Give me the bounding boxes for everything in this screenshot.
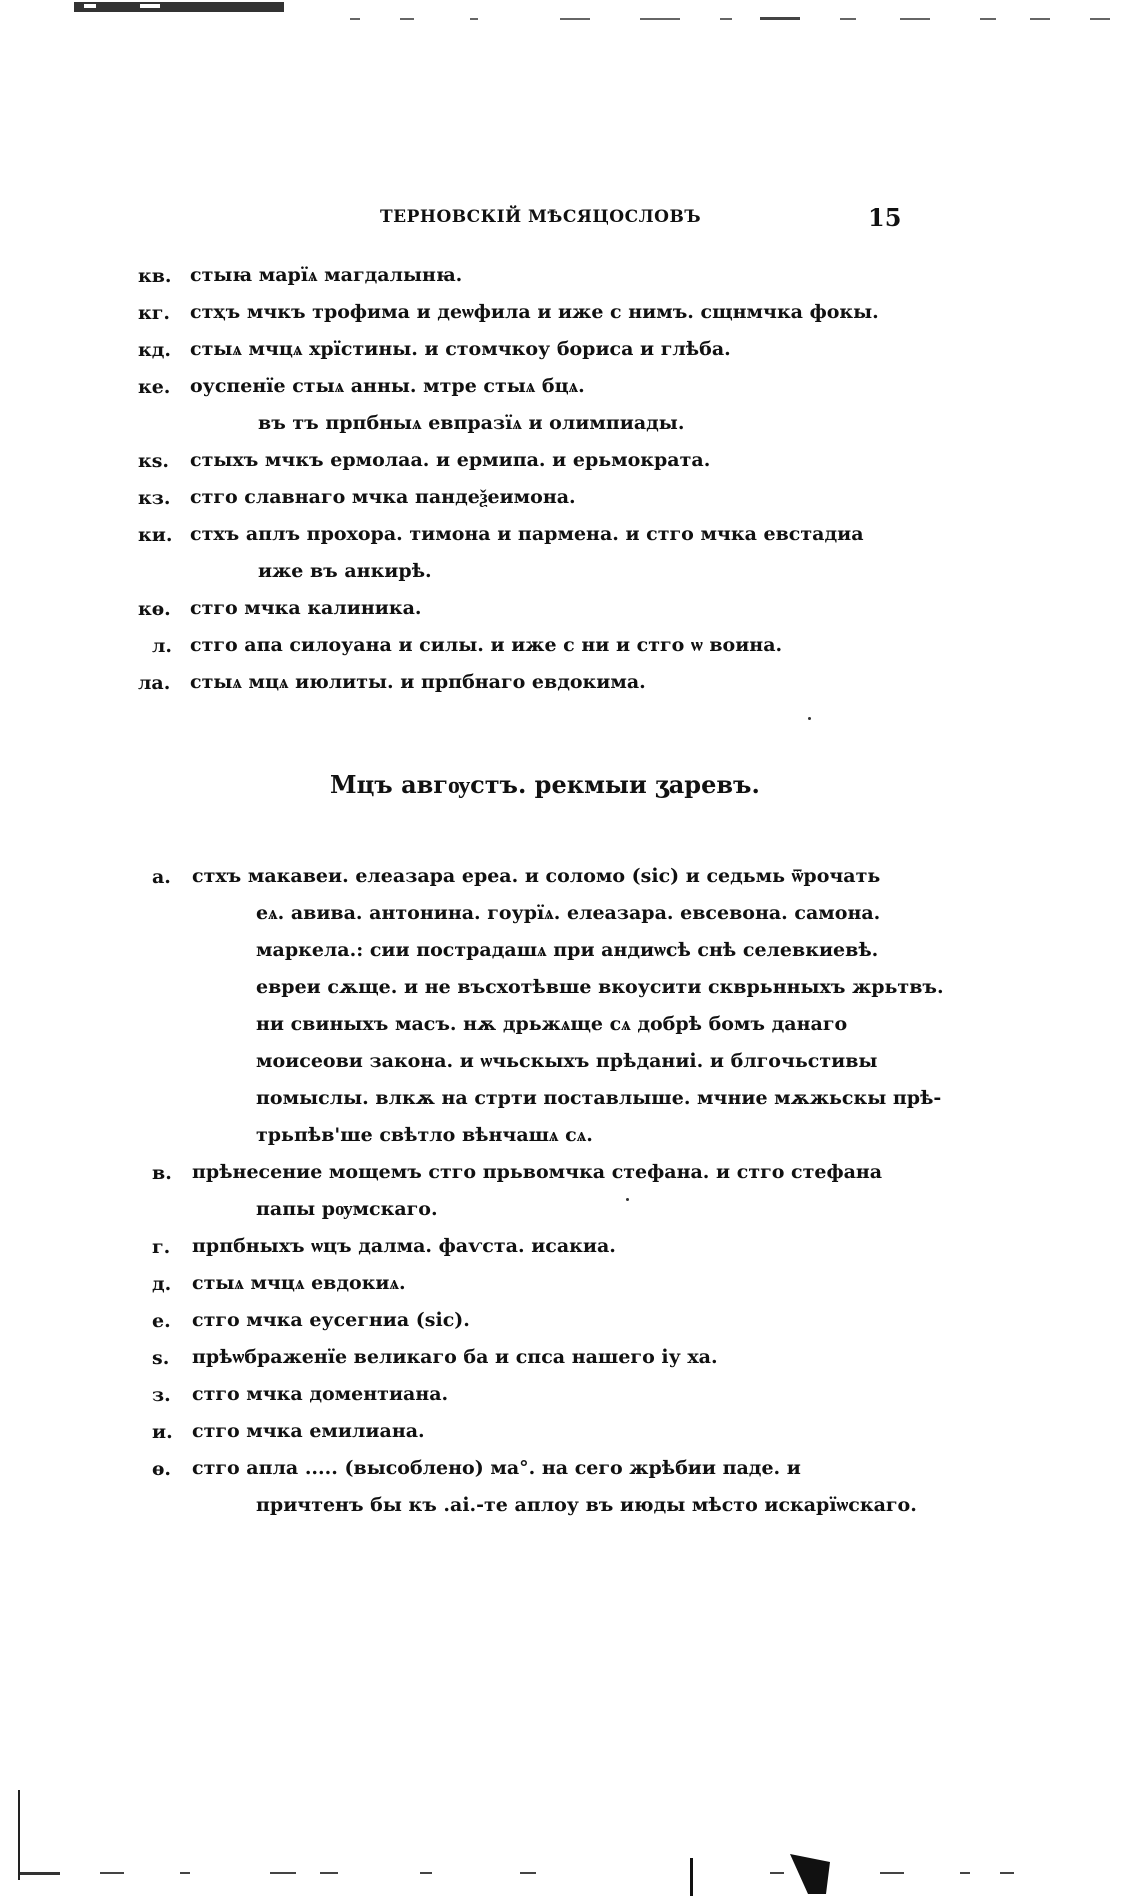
- entry-text-continuation: папы рѹмскаго.: [256, 1198, 438, 1220]
- entry-number: л.: [152, 635, 173, 657]
- entry-text: стыѧ мцѧ июлиты. и прпбнаго евдокима.: [190, 671, 646, 693]
- entry-text-continuation: помыслы. влкѫ на стрти поставлыше. мчние мѫжьскы прѣ-: [256, 1087, 942, 1109]
- entry-number: ѳ.: [152, 1458, 172, 1480]
- entry-number: ки.: [138, 524, 173, 546]
- entry-number: е.: [152, 1310, 171, 1332]
- entry-number: кг.: [138, 302, 170, 324]
- entry-text: прѣнесение мощемъ стго прьвомчка стефана. и стго стефана: [192, 1161, 883, 1183]
- running-title: ТЕРНОВСКІЙ МѢСЯЦОСЛОВЪ: [380, 207, 702, 227]
- entry-text: стыхъ мчкъ ермолаа. и ермипа. и ерьмократа.: [190, 449, 711, 471]
- entry-number: в.: [152, 1162, 172, 1184]
- entry-text: стго славнаго мчка пандеѯеимона.: [190, 486, 576, 508]
- entry-text: стхъ макавеи. елеазара ереа. и соломо (sic) и седьмь ѿрочать: [192, 865, 881, 887]
- entry-text-continuation: маркела.: сии пострадашѧ при андиѡсѣ снѣ селевкиевѣ.: [256, 939, 879, 961]
- entry-text-continuation: трьпѣв'ше свѣтло вѣнчашѧ сѧ.: [256, 1124, 593, 1146]
- entry-number: кд.: [138, 339, 171, 361]
- entry-text: оуспенїе стыѧ анны. мтре стыѧ бцѧ.: [190, 375, 585, 397]
- entry-text-continuation: иже въ анкирѣ.: [258, 560, 432, 582]
- entry-number: а.: [152, 866, 171, 888]
- entry-number: кв.: [138, 265, 172, 287]
- entry-number: ке.: [138, 376, 171, 398]
- entry-text: стҳъ мчкъ трофима и деѡфила и иже с нимъ. сщнмчка фокы.: [190, 301, 879, 323]
- entry-text-continuation: моисеови закона. и ѡчьскыхъ прѣданиі. и блгочьстивы: [256, 1050, 878, 1072]
- entry-text: прѣѡбраженїе великаго ба и спса нашего іу ха.: [192, 1346, 718, 1368]
- entry-number: ла.: [138, 672, 171, 694]
- entry-text: стго мчка емилиана.: [192, 1420, 425, 1442]
- entry-text-continuation: ни свиныхъ масъ. нѫ дрьжѧще сѧ добрѣ бомъ данаго: [256, 1013, 848, 1035]
- scan-edge-top: [0, 0, 1140, 22]
- page-number: 15: [868, 203, 902, 232]
- entry-text: стго апла ..... (высоблено) ма°. на сего жрѣбии паде. и: [192, 1457, 801, 1479]
- entry-number: ѕ.: [152, 1347, 170, 1369]
- entry-text: стго мчка калиника.: [190, 597, 422, 619]
- entry-text: стыѧ мчцѧ хрїстины. и стомчкоу бориса и глѣба.: [190, 338, 731, 360]
- entry-text-continuation: въ тъ прпбныѧ евпразїѧ и олимпиады.: [258, 412, 685, 434]
- entry-text-continuation: причтенъ бы къ .аі.-те аплоу въ июды мѣсто искарїѡскаго.: [256, 1494, 917, 1516]
- entry-text: стго апа силоуана и силы. и иже с ни и стго ѡ воина.: [190, 634, 783, 656]
- entry-number: и.: [152, 1421, 173, 1443]
- entry-number: кѕ.: [138, 450, 170, 472]
- entry-text: стыꙗ марїѧ магдалынꙗ.: [190, 264, 463, 286]
- entry-text: стхъ аплъ прохора. тимона и пармена. и стго мчка евстадиа: [190, 523, 864, 545]
- entry-text-continuation: еѧ. авива. антонина. гоурїѧ. елеазара. евсевона. самона.: [256, 902, 881, 924]
- speck: [808, 717, 811, 720]
- entry-number: кѳ.: [138, 598, 171, 620]
- entry-text-continuation: евреи сѫще. и не въсхотѣвше вкоусити скврьнныхъ жрьтвъ.: [256, 976, 944, 998]
- speck: [626, 1198, 629, 1201]
- section-title-august: Мцъ авгѹстъ. рекмыи ʒаревъ.: [330, 770, 760, 799]
- entry-number: кз.: [138, 487, 171, 509]
- scan-edge-bottom: [0, 1850, 1140, 1896]
- entry-number: з.: [152, 1384, 171, 1406]
- entry-text: стыѧ мчцѧ евдокиѧ.: [192, 1272, 406, 1294]
- entry-text: стго мчка доментиана.: [192, 1383, 449, 1405]
- entry-text: прпбныхъ ѡцъ далма. фаѵста. исакиа.: [192, 1235, 616, 1257]
- entry-text: стго мчка еусегниа (sic).: [192, 1309, 470, 1331]
- entry-number: г.: [152, 1236, 171, 1258]
- entry-number: д.: [152, 1273, 172, 1295]
